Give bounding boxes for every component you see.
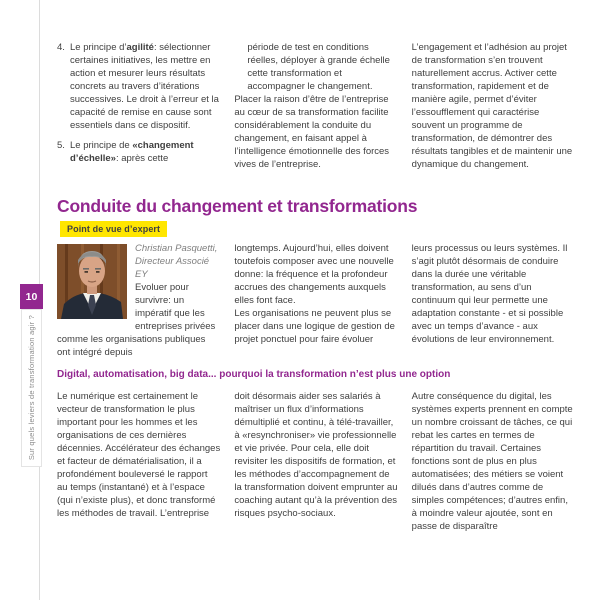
section-title: Conduite du changement et transformations <box>57 196 418 216</box>
principles-column-2 <box>234 41 397 172</box>
digital-column-1 <box>57 390 220 533</box>
expert-columns <box>57 242 575 359</box>
principles-column-3 <box>412 41 575 172</box>
chapter-side-tab <box>21 309 42 467</box>
chapter-side-tab-label: Sur quels leviers de transformation agir ? <box>27 315 36 461</box>
list-item-5 <box>57 139 220 165</box>
list-item-5-number: 5. <box>57 140 65 151</box>
list-item-4-pre: Le principe d’ <box>70 42 127 53</box>
list-item-4-number: 4. <box>57 42 65 53</box>
page-number-badge <box>20 284 43 309</box>
digital-paragraph: Autre conséquence du digital, les systèmes experts prennent en compte un nombre croissant de tâches, ce qui rebat les cartes en termes de répartition du travail. Certaines fonctions sont de plus en plus automatisées; des métiers se voient dilués dans d’autres comme de simples compétences; d’autres enfin, à moindre valeur ajoutée, sont en passe de disparaître <box>411 391 573 532</box>
list-item-5-text <box>70 139 220 165</box>
expert-paragraph: leurs processus ou leurs systèmes. Il s’agit plutôt désormais de conduire dans la durée une véritable transformation, au sens d’un continuum qui leur permette une adaptation constante - et si possible avec un temps d’avance - aux évolutions de leur environnement. <box>411 243 568 345</box>
subsection-title: Digital, automatisation, big data... pourquoi la transformation n’est plus une option <box>57 369 451 380</box>
digital-column-3 <box>412 390 575 533</box>
list-item-5-post: : après cette <box>115 153 169 164</box>
expert-badge: Point de vue d’expert <box>60 221 167 237</box>
digital-columns <box>57 390 575 533</box>
list-item-4-text <box>70 41 220 132</box>
principles-column-1 <box>57 41 220 172</box>
digital-paragraph: Le numérique est certainement le vecteur de transformation le plus important pour les hommes et les organisations de ces dernières décennies. Accélérateur des échanges et facteur de dématérialisation, il a profondément bouleversé le rapport au temps (instantané) et à l’espace (qui n’existe plus), et donc transformé les méthodes de travail. L’entreprise <box>57 391 221 519</box>
list-item-4-post: : sélectionner certaines initiatives, les mettre en action et mesurer leurs résultats concrets au travers d’itérations successives. Le droit à l’erreur et la capacité de remise en cause sont essentiels dans ce dispositif. <box>70 42 219 131</box>
list-item-5-keyword: «changement d’échelle» <box>70 140 194 164</box>
expert-portrait-photo <box>57 244 127 319</box>
principles-columns <box>57 41 575 172</box>
expert-role: Directeur Associé EY <box>135 256 210 280</box>
expert-paragraph: Les organisations ne peuvent plus se placer dans une logique de gestion de projet ponctuel pour faire évoluer <box>234 308 395 345</box>
expert-column-1 <box>57 242 220 359</box>
list-item-4 <box>57 41 220 132</box>
list-item-4-keyword: agilité <box>126 42 154 53</box>
expert-name: Christian Pasquetti, <box>135 243 218 254</box>
principles-paragraph: Placer la raison d’être de l’entreprise au cœur de sa transformation facilite considérablement la conduite du changement, en faisant appel à l’intelligence émotionnelle des forces vives de l’entreprise. <box>234 94 390 170</box>
expert-column-2 <box>234 242 397 359</box>
list-item-5-pre: Le principe de <box>70 140 133 151</box>
principles-paragraph: L’engagement et l’adhésion au projet de transformation s’en trouvent naturellement accrus. Activer cette transformation, rapidement et de manière agile, permet d’éviter l’essoufflement qui caractérise souvent un programme de transformation, de démontrer des résultats tangibles et de maintenir une dynamique du changement. <box>411 42 573 170</box>
expert-paragraph: longtemps. Aujourd’hui, elles doivent toutefois composer avec une nouvelle donne: la fréquence et la profondeur accrues des changements auxquels elles font face. <box>234 243 394 306</box>
expert-paragraph: Evoluer pour survivre: un impératif que les entreprises privées comme les organisations publiques ont intégré depuis <box>57 282 216 358</box>
page-number: 10 <box>25 290 38 303</box>
digital-column-2 <box>234 390 397 533</box>
expert-column-3 <box>412 242 575 359</box>
digital-paragraph: doit désormais aider ses salariés à maîtriser un flux d’informations démultiplié et continu, à télé-travailler, à «resynchroniser» vie professionnelle et vie privée. Pour cela, elle doit revisiter les dispositifs de formation, et les méthodes d’accompagnement de la transformation doivent emprunter au coaching autant qu’à la prévention des risques psycho-sociaux. <box>234 391 398 519</box>
item5-continuation: période de test en conditions réelles, déployer à grande échelle cette transformation et accompagner le changement. <box>247 42 390 92</box>
